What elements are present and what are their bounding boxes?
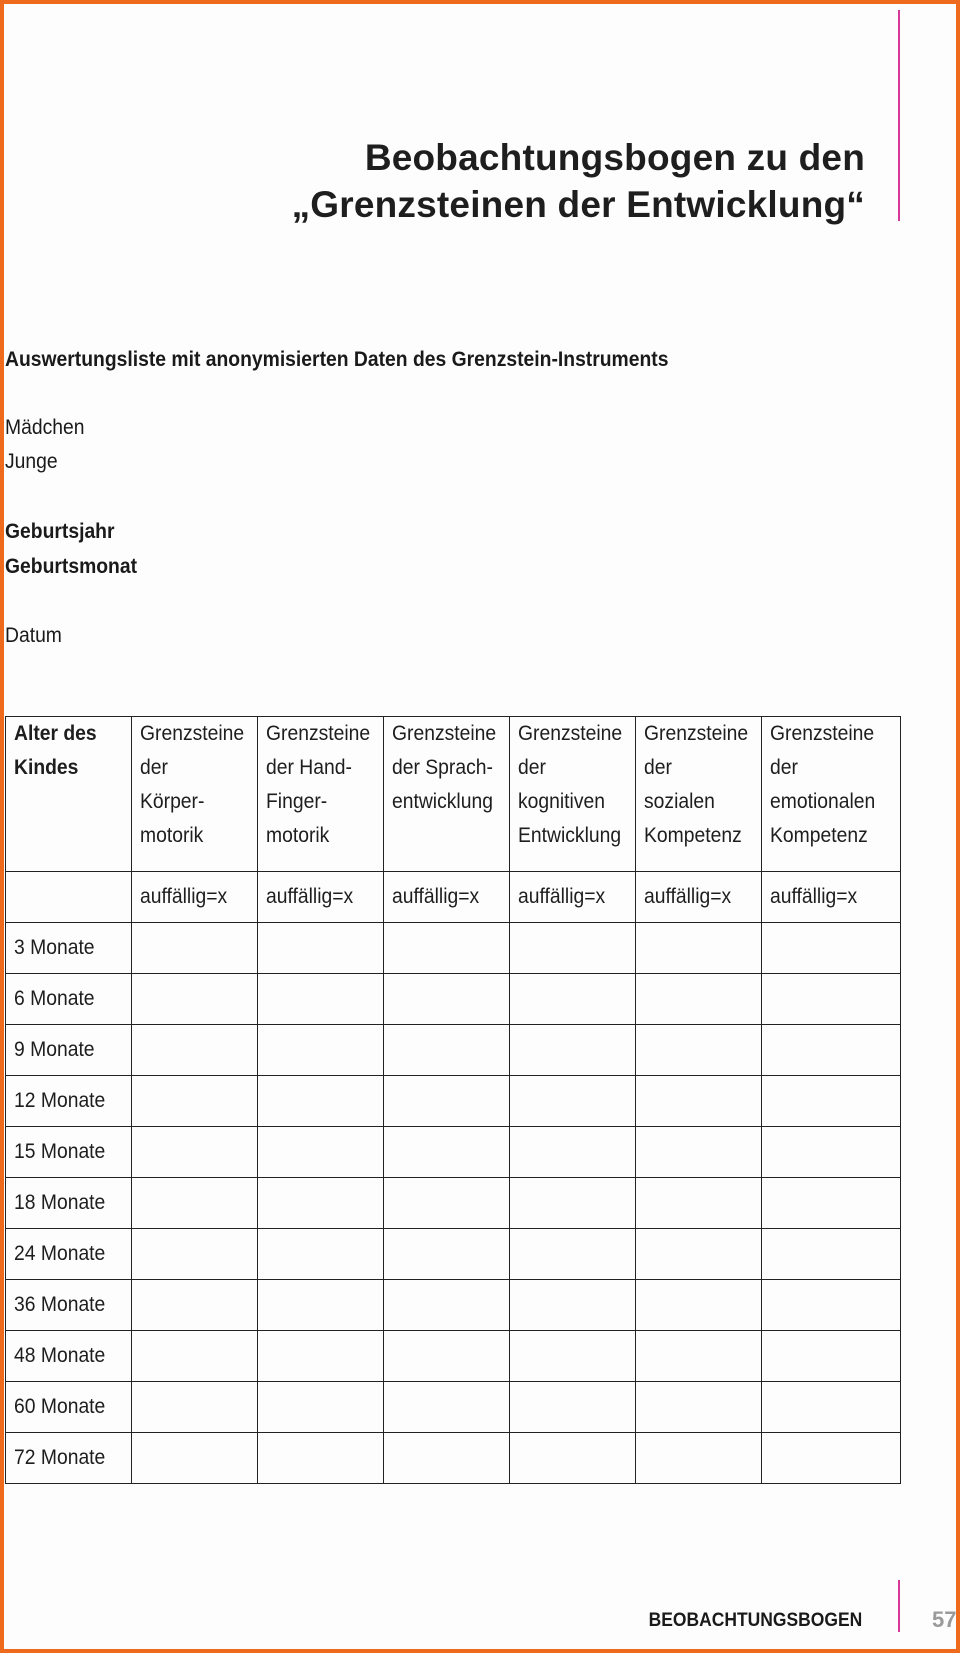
observation-cell[interactable] bbox=[636, 1178, 762, 1229]
observation-cell[interactable] bbox=[510, 1025, 636, 1076]
observation-cell[interactable] bbox=[384, 1280, 510, 1331]
footer-section-label: BEOBACHTUNGSBOGEN bbox=[648, 1610, 862, 1631]
observation-cell[interactable] bbox=[384, 1178, 510, 1229]
observation-cell[interactable] bbox=[510, 1229, 636, 1280]
observation-cell[interactable] bbox=[636, 1382, 762, 1433]
observation-cell[interactable] bbox=[636, 974, 762, 1025]
observation-cell[interactable] bbox=[384, 923, 510, 974]
marker-cell: auffällig=x bbox=[132, 872, 258, 923]
observation-cell[interactable] bbox=[258, 1331, 384, 1382]
age-rows bbox=[6, 923, 901, 1484]
table-header-row bbox=[6, 717, 901, 872]
table-row bbox=[6, 974, 901, 1025]
observation-cell[interactable] bbox=[510, 1433, 636, 1484]
marker-cell-empty bbox=[6, 872, 132, 923]
table-row bbox=[6, 1433, 901, 1484]
age-label: 72 Monate bbox=[6, 1433, 132, 1484]
observation-cell[interactable] bbox=[762, 1127, 901, 1178]
accent-rule-top bbox=[898, 10, 900, 221]
observation-cell[interactable] bbox=[636, 1076, 762, 1127]
observation-cell[interactable] bbox=[132, 1229, 258, 1280]
table-row bbox=[6, 1025, 901, 1076]
observation-cell[interactable] bbox=[258, 1127, 384, 1178]
accent-rule-bottom bbox=[898, 1580, 900, 1632]
observation-cell[interactable] bbox=[132, 1076, 258, 1127]
observation-cell[interactable] bbox=[258, 1433, 384, 1484]
observation-cell[interactable] bbox=[762, 1382, 901, 1433]
observation-cell[interactable] bbox=[384, 1433, 510, 1484]
observation-cell[interactable] bbox=[762, 1331, 901, 1382]
table-row bbox=[6, 1178, 901, 1229]
age-label: 24 Monate bbox=[6, 1229, 132, 1280]
field-birth-year: Geburtsjahr bbox=[5, 520, 115, 543]
observation-cell[interactable] bbox=[132, 1025, 258, 1076]
observation-cell[interactable] bbox=[258, 1178, 384, 1229]
observation-cell[interactable] bbox=[510, 1127, 636, 1178]
observation-cell[interactable] bbox=[132, 1127, 258, 1178]
title-line-1: Beobachtungsbogen zu den bbox=[364, 137, 865, 178]
observation-cell[interactable] bbox=[258, 1382, 384, 1433]
observation-cell[interactable] bbox=[132, 974, 258, 1025]
observation-cell[interactable] bbox=[510, 1178, 636, 1229]
observation-cell[interactable] bbox=[636, 1331, 762, 1382]
table-row bbox=[6, 1127, 901, 1178]
observation-cell[interactable] bbox=[384, 1331, 510, 1382]
observation-cell[interactable] bbox=[258, 974, 384, 1025]
observation-cell[interactable] bbox=[510, 1076, 636, 1127]
observation-cell[interactable] bbox=[762, 974, 901, 1025]
table-row bbox=[6, 1382, 901, 1433]
field-birth-month: Geburtsmonat bbox=[5, 555, 138, 578]
observation-cell[interactable] bbox=[510, 1280, 636, 1331]
age-label: 6 Monate bbox=[6, 974, 132, 1025]
observation-cell[interactable] bbox=[636, 1127, 762, 1178]
observation-cell[interactable] bbox=[510, 1331, 636, 1382]
title-line-2: „Grenzsteinen der Entwicklung“ bbox=[291, 184, 865, 225]
age-label: 9 Monate bbox=[6, 1025, 132, 1076]
header-language: Grenzsteine der Sprach- entwicklung bbox=[384, 717, 510, 872]
observation-cell[interactable] bbox=[636, 1025, 762, 1076]
age-label: 60 Monate bbox=[6, 1382, 132, 1433]
table-row bbox=[6, 1076, 901, 1127]
observation-cell[interactable] bbox=[132, 1331, 258, 1382]
observation-cell[interactable] bbox=[258, 1280, 384, 1331]
header-emotional: Grenzsteine der emotionalen Kompetenz bbox=[762, 717, 901, 872]
age-label: 15 Monate bbox=[6, 1127, 132, 1178]
page-number: 57 bbox=[932, 1607, 957, 1632]
observation-cell[interactable] bbox=[762, 1076, 901, 1127]
table-row bbox=[6, 1229, 901, 1280]
observation-cell[interactable] bbox=[510, 923, 636, 974]
marker-row bbox=[6, 872, 901, 923]
header-gross-motor: Grenzsteine der Körper- motorik bbox=[132, 717, 258, 872]
observation-cell[interactable] bbox=[762, 923, 901, 974]
age-label: 12 Monate bbox=[6, 1076, 132, 1127]
observation-cell[interactable] bbox=[384, 1229, 510, 1280]
age-label: 36 Monate bbox=[6, 1280, 132, 1331]
observation-cell[interactable] bbox=[258, 1229, 384, 1280]
evaluation-table bbox=[5, 716, 901, 1484]
observation-cell[interactable] bbox=[762, 1280, 901, 1331]
observation-cell[interactable] bbox=[132, 1382, 258, 1433]
observation-cell[interactable] bbox=[384, 1025, 510, 1076]
observation-cell[interactable] bbox=[762, 1229, 901, 1280]
observation-cell[interactable] bbox=[510, 974, 636, 1025]
field-boy: Junge bbox=[5, 450, 58, 473]
page-title bbox=[292, 134, 865, 228]
observation-cell[interactable] bbox=[258, 1025, 384, 1076]
header-fine-motor: Grenzsteine der Hand- Finger- motorik bbox=[258, 717, 384, 872]
observation-cell[interactable] bbox=[258, 1076, 384, 1127]
field-girl: Mädchen bbox=[5, 416, 85, 439]
observation-cell[interactable] bbox=[132, 923, 258, 974]
marker-cell: auffällig=x bbox=[258, 872, 384, 923]
age-label: 18 Monate bbox=[6, 1178, 132, 1229]
observation-cell[interactable] bbox=[258, 923, 384, 974]
observation-cell[interactable] bbox=[132, 1433, 258, 1484]
observation-cell[interactable] bbox=[762, 1025, 901, 1076]
observation-cell[interactable] bbox=[636, 1433, 762, 1484]
table-row bbox=[6, 1331, 901, 1382]
marker-cell: auffällig=x bbox=[636, 872, 762, 923]
table-row bbox=[6, 1280, 901, 1331]
header-cognitive: Grenzsteine der kognitiven Entwicklung bbox=[510, 717, 636, 872]
observation-cell[interactable] bbox=[762, 1433, 901, 1484]
observation-cell[interactable] bbox=[384, 1127, 510, 1178]
list-subtitle: Auswertungsliste mit anonymisierten Daten des Grenzstein-Instruments bbox=[5, 348, 669, 371]
table-row bbox=[6, 923, 901, 974]
header-age: Alter des Kindes bbox=[6, 717, 132, 872]
marker-cell: auffällig=x bbox=[762, 872, 901, 923]
observation-cell[interactable] bbox=[636, 1280, 762, 1331]
marker-cell: auffällig=x bbox=[510, 872, 636, 923]
observation-cell[interactable] bbox=[762, 1178, 901, 1229]
observation-cell[interactable] bbox=[636, 923, 762, 974]
observation-cell[interactable] bbox=[132, 1280, 258, 1331]
observation-cell[interactable] bbox=[384, 974, 510, 1025]
observation-cell[interactable] bbox=[510, 1382, 636, 1433]
age-label: 48 Monate bbox=[6, 1331, 132, 1382]
observation-cell[interactable] bbox=[132, 1178, 258, 1229]
observation-cell[interactable] bbox=[636, 1229, 762, 1280]
observation-cell[interactable] bbox=[384, 1382, 510, 1433]
marker-cell: auffällig=x bbox=[384, 872, 510, 923]
header-social: Grenzsteine der sozialen Kompetenz bbox=[636, 717, 762, 872]
age-label: 3 Monate bbox=[6, 923, 132, 974]
field-date: Datum bbox=[5, 624, 62, 647]
observation-cell[interactable] bbox=[384, 1076, 510, 1127]
